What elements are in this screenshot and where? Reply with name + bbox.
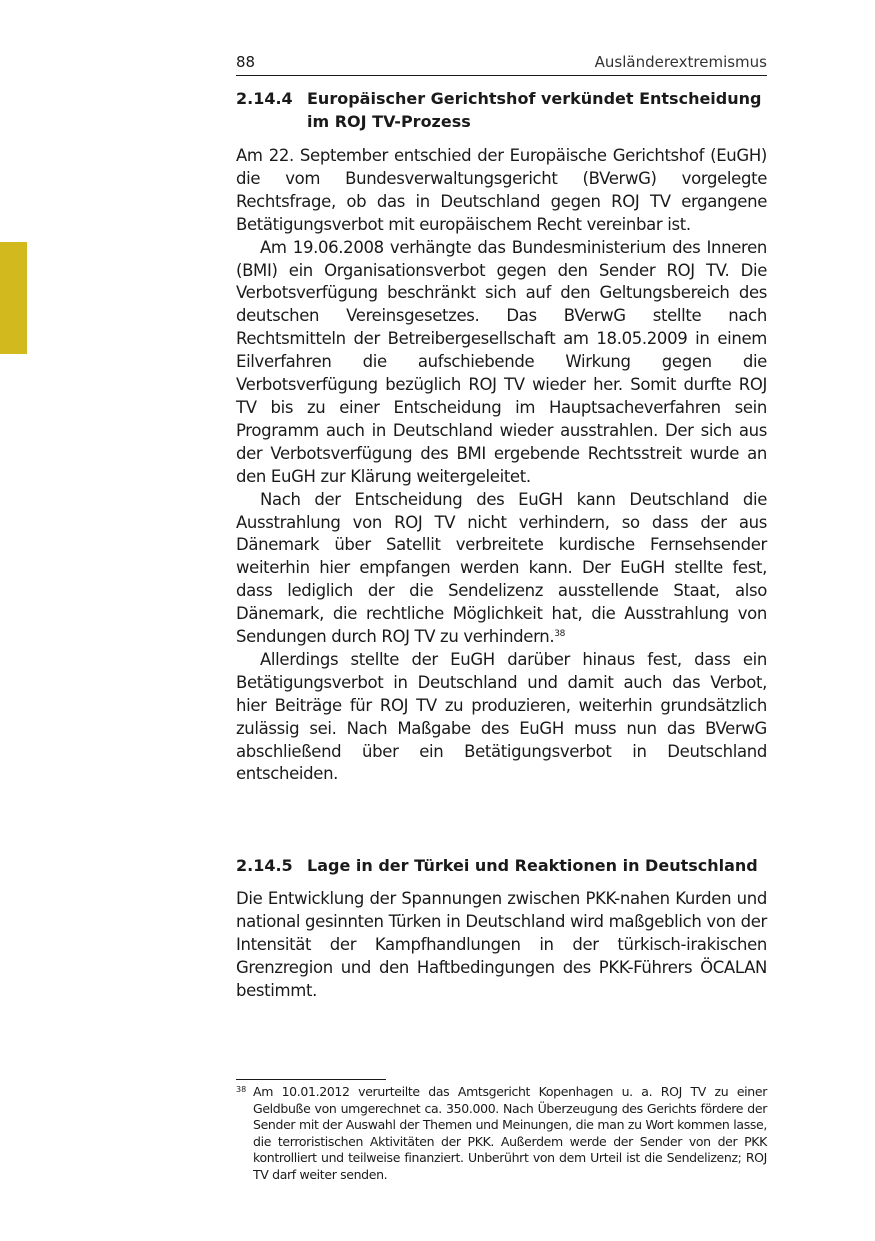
footnote-separator bbox=[236, 1079, 386, 1080]
paragraph: Am 22. September entschied der Europäische Gerichtshof (EuGH) die vom Bundesverwaltungsgericht (BVerwG) vorgelegte Rechtsfrage, ob das in Deutschland gegen ROJ TV ergangene Betätigungsverbot mit europäischem Recht vereinbar ist. bbox=[236, 146, 767, 234]
footnote-text: Am 10.01.2012 verurteilte das Amtsgericht Kopenhagen u. a. ROJ TV zu einer Geldbuße von umgerechnet ca. 350.000. Nach Überzeugung des Gerichts fördere der Sender mit der Auswahl der Themen und Meinungen, die man zu Wort kommen lasse, die terroristischen Aktivitäten der PKK. Außerdem werde der Sender von der PKK kontrolliert und teilweise finanziert. Unberührt von dem Urteil ist die Sendelizenz; ROJ TV darf weiter senden. bbox=[253, 1084, 767, 1182]
paragraph bbox=[236, 489, 767, 649]
paragraph: Am 19.06.2008 verhängte das Bundesministerium des Inneren (BMI) ein Organisationsverbot gegen den Sender ROJ TV. Die Verbotsverfügung beschränkt sich auf den Geltungsbereich des deutschen Vereinsgesetzes. Das BVerwG stellte nach Rechtsmitteln der Betreibergesellschaft am 18.05.2009 in einem Eilverfahren die aufschiebende Wirkung gegen die Verbotsverfügung bezüglich ROJ TV wieder her. Somit durfte ROJ TV bis zu einer Entscheidung im Hauptsacheverfahren sein Programm auch in Deutschland wieder ausstrahlen. Der sich aus der Verbotsverfügung des BMI ergebende Rechtsstreit wurde an den EuGH zur Klärung weitergeleitet. bbox=[236, 237, 767, 486]
paragraph: Die Entwicklung der Spannungen zwischen PKK-nahen Kurden und national gesinnten Türken in Deutschland wird maßgeblich von der Intensität der Kampfhandlungen in der türkisch-irakischen Grenzregion und den Haftbedingungen des PKK-Führers ÖCALAN bestimmt. bbox=[236, 889, 767, 1000]
chapter-marker-tab bbox=[0, 242, 27, 354]
paragraph-text: Nach der Entscheidung des EuGH kann Deutschland die Ausstrahlung von ROJ TV nicht verhindern, so dass der aus Dänemark über Satellit verbreitete kurdische Fernsehsender weiterhin hier empfangen werden kann. Der EuGH stellte fest, dass lediglich der die Sendelizenz ausstellende Staat, also Dänemark, die rechtliche Möglichkeit hat, die Ausstrahlung von Sendungen durch ROJ TV zu verhindern. bbox=[236, 489, 767, 647]
footnote-number: 38 bbox=[236, 1085, 247, 1094]
page-header bbox=[236, 50, 767, 76]
section-body-2-14-4 bbox=[236, 145, 767, 786]
section-number: 2.14.4 bbox=[236, 89, 293, 108]
section-body-2-14-5 bbox=[236, 888, 767, 1003]
section-heading-2-14-4 bbox=[236, 87, 767, 133]
section-title: Lage in der Türkei und Reaktionen in Deutschland bbox=[307, 856, 758, 875]
section-number: 2.14.5 bbox=[236, 856, 293, 875]
section-title-line-1: Europäischer Gerichtshof verkündet Entscheidung bbox=[307, 89, 762, 108]
footnote-reference[interactable]: 38 bbox=[554, 629, 566, 640]
section-title-line-2: im ROJ TV-Prozess bbox=[307, 112, 471, 131]
running-title: Ausländerextremismus bbox=[594, 53, 767, 71]
section-heading-2-14-5 bbox=[236, 854, 767, 877]
paragraph: Allerdings stellte der EuGH darüber hinaus fest, dass ein Betätigungsverbot in Deutschland und damit auch das Verbot, hier Beiträge für ROJ TV zu produzieren, weiterhin grundsätzlich zulässig sei. Nach Maßgabe des EuGH muss nun das BVerwG abschließend über ein Betätigungsverbot in Deutschland entscheiden. bbox=[236, 649, 767, 784]
footnote bbox=[236, 1084, 767, 1183]
page-number: 88 bbox=[236, 53, 256, 71]
